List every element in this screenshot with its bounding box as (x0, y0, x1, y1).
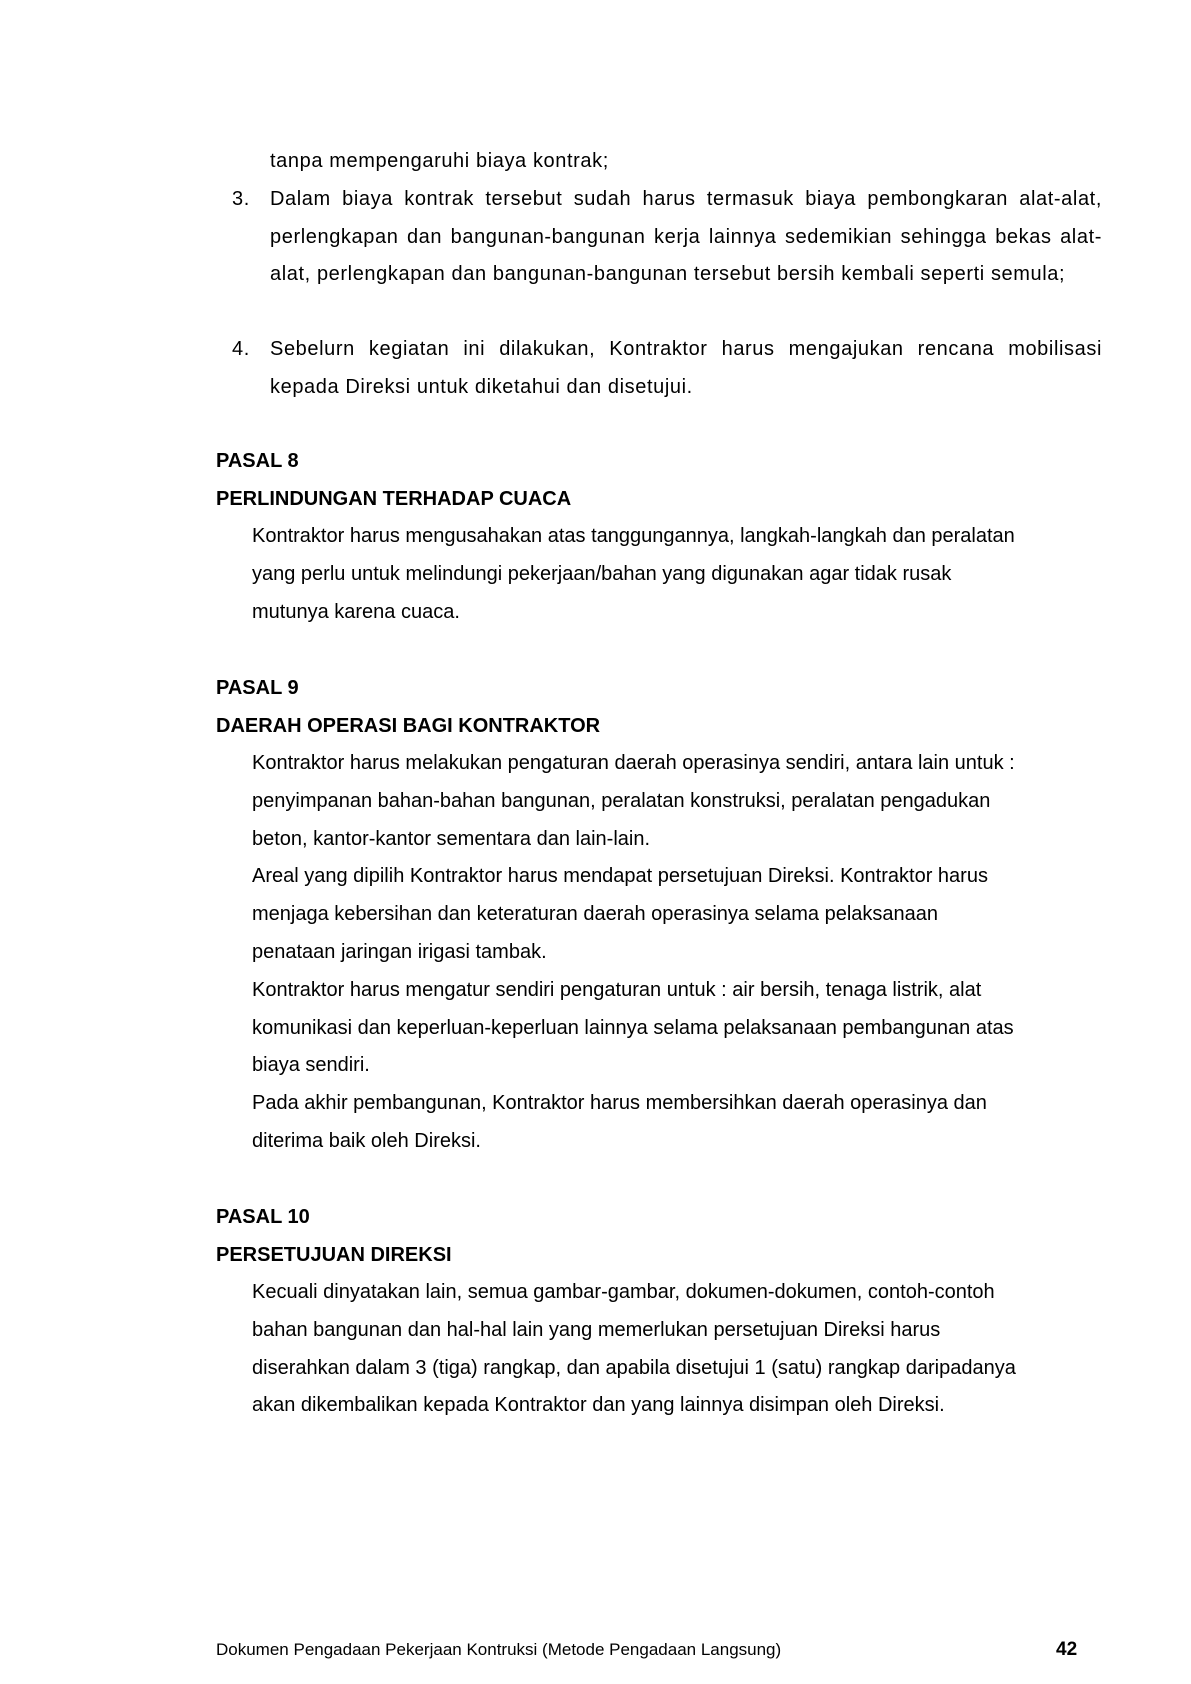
list-item-text: Dalam biaya kontrak tersebut sudah harus termasuk biaya pembongkaran alat-alat, perlengkapan dan bangunan-bangunan kerja lainnya sedemikian sehingga bekas alat-alat, perlengkapan dan bangunan-bangunan tersebut bersih kembali seperti semula; (270, 188, 1102, 285)
body-line: beton, kantor-kantor sementara dan lain-lain. (252, 827, 651, 850)
section-title: PERLINDUNGAN TERHADAP CUACA (216, 488, 572, 510)
body-line: Areal yang dipilih Kontraktor harus mendapat persetujuan Direksi. Kontraktor harus (252, 865, 988, 888)
section-body (252, 518, 1112, 631)
body-line: akan dikembalikan kepada Kontraktor dan yang lainnya disimpan oleh Direksi. (252, 1394, 945, 1417)
body-line: Kontraktor harus mengatur sendiri pengaturan untuk : air bersih, tenaga listrik, alat (252, 978, 982, 1001)
section-title: PERSETUJUAN DIREKSI (216, 1244, 452, 1266)
section-body (252, 745, 1112, 1161)
body-line: diserahkan dalam 3 (tiga) rangkap, dan apabila disetujui 1 (satu) rangkap daripadanya (252, 1356, 1016, 1379)
body-line: Kontraktor harus melakukan pengaturan daerah operasinya sendiri, antara lain untuk : (252, 752, 1015, 774)
body-line: penyimpanan bahan-bahan bangunan, peralatan konstruksi, peralatan pengadukan (252, 789, 991, 812)
list-item-text: Sebelurn kegiatan ini dilakukan, Kontraktor harus mengajukan rencana mobilisasi kepada Direksi untuk diketahui dan disetujui. (270, 338, 1102, 398)
body-line: biaya sendiri. (252, 1054, 370, 1077)
section-body (252, 1274, 1112, 1425)
body-line: menjaga kebersihan dan keteraturan daerah operasinya selama pelaksanaan (252, 903, 939, 926)
body-line: komunikasi dan keperluan-keperluan lainnya selama pelaksanaan pembangunan atas (252, 1016, 1014, 1039)
body-line: diterima baik oleh Direksi. (252, 1129, 481, 1152)
body-line: penataan jaringan irigasi tambak. (252, 940, 547, 963)
body-line: Kontraktor harus mengusahakan atas tanggungannya, langkah-langkah dan peralatan (252, 525, 1015, 547)
section-number: PASAL 9 (216, 677, 299, 699)
section-title: DAERAH OPERASI BAGI KONTRAKTOR (216, 715, 601, 737)
section-number: PASAL 10 (216, 1206, 310, 1228)
list-continuation: tanpa mempengaruhi biaya kontrak; (270, 150, 609, 172)
list-item-number: 4. (232, 338, 250, 360)
section-number: PASAL 8 (216, 450, 299, 472)
body-line: Kecuali dinyatakan lain, semua gambar-gambar, dokumen-dokumen, contoh-contoh (252, 1281, 995, 1303)
footer-title: Dokumen Pengadaan Pekerjaan Kontruksi (Metode Pengadaan Langsung) (216, 1640, 782, 1659)
body-line: yang perlu untuk melindungi pekerjaan/bahan yang digunakan agar tidak rusak (252, 562, 952, 585)
list-item-number: 3. (232, 188, 250, 210)
body-line: bahan bangunan dan hal-hal lain yang memerlukan persetujuan Direksi harus (252, 1318, 941, 1341)
page-number: 42 (1056, 1639, 1078, 1660)
body-line: mutunya karena cuaca. (252, 600, 460, 623)
body-line: Pada akhir pembangunan, Kontraktor harus membersihkan daerah operasinya dan (252, 1092, 987, 1115)
